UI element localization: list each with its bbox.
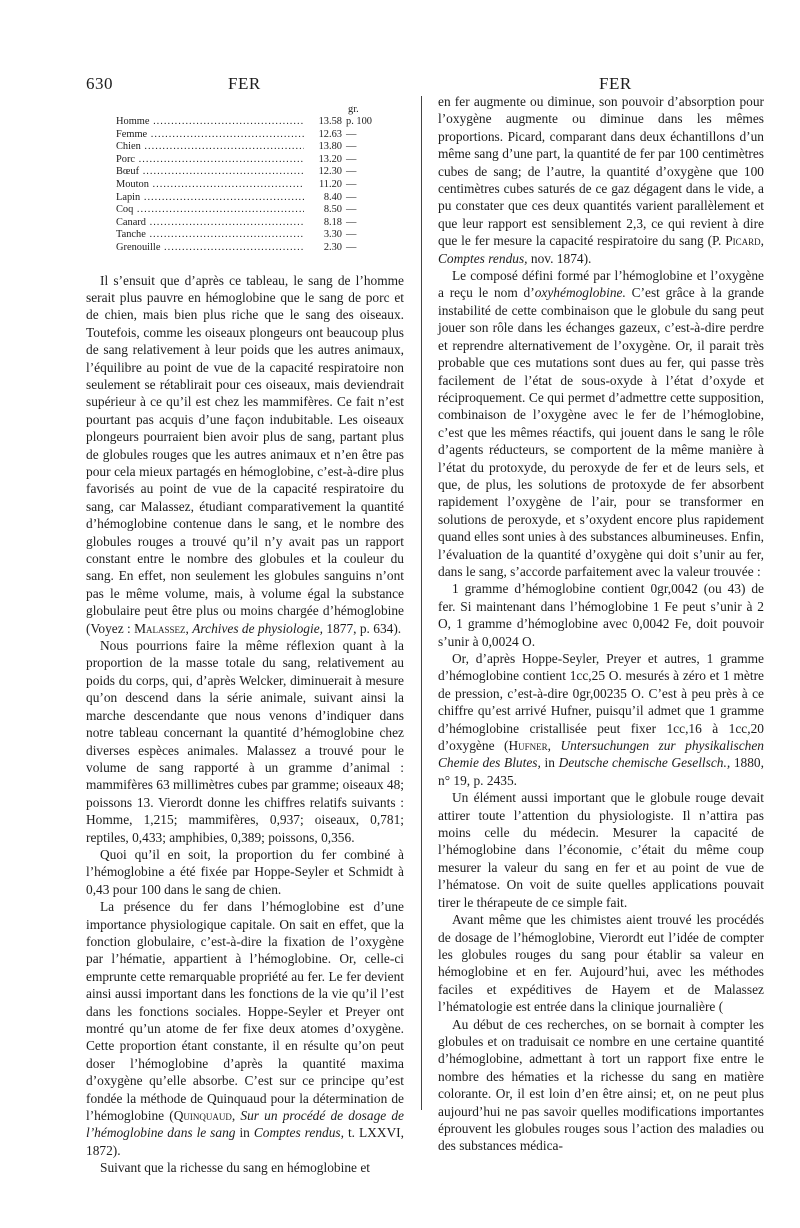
- species-name: Coq .....: [116, 204, 304, 217]
- table-row: [116, 179, 378, 192]
- hemoglobin-value: 8.18: [323, 216, 342, 228]
- paragraph: Un élément aussi important que le globule rouge devait attirer toute l’attention du physiologiste. Il n’attira pas moins celle du médecin. Mesurer la capacité de l’hémoglobine dans l’économie, c’était du même coup mesurer la valeur du sang en fer et au point de vue de l’hématose. On voit de suite quelles applications pouvait tirer le thérapeute de ce simple fait.: [438, 790, 764, 910]
- paragraph-text: en fer augmente ou diminue, son pouvoir d’absorption pour l’oxygène augmente ou diminue dans les mêmes proportions. Picard, comparant dans deux échantillons d’un même sang d’une part, la quantité de fer par 100 centimètres cubes de sang; de l’autre, la quantité d’oxygène que 100 centimètres cubes saturés de ce gaz dégagent dans le vide, a pu constater que ces deux quantités varient parallèlement et que leur rapport est sensiblement 2,3, ce qui revient à dire que le fer mesure la capacité respiratoire du sang (P.: [438, 94, 764, 249]
- citation-title: Archives de physiologie,: [192, 620, 324, 636]
- paragraph: 1 gramme d’hémoglobine contient 0gr,0042 (ou 43) de fer. Si maintenant dans l’hémoglobine 1 Fe peut s’unir à 2 O, 1 gramme d’hémoglobine avec 0,0042 Fe, doit pouvoir s’unir à 0,0024 O.: [438, 581, 764, 649]
- defined-term: oxyhémoglobine.: [534, 285, 626, 301]
- paragraph: [438, 267, 764, 580]
- species-name: Mouton .....: [116, 179, 304, 192]
- citation-in: in: [544, 755, 555, 771]
- hemoglobin-value: 11.20: [319, 178, 342, 190]
- column-rule: [421, 96, 422, 1110]
- paragraph: Au début de ces recherches, on se bornait à compter les globules et on traduisait ce nombre en une certaine quantité d’hémoglobine, admettant à tort un rapport fixe entre le nombre des hématies et la richesse du sang en matière colorante. Or, il est loin d’en être ainsi; et, on ne peut plus aujourd’hui ne pas savoir quelles modifications importantes éprouvent les globules rouges sous l’action des maladies ou des substances médica-: [438, 1016, 764, 1154]
- species-name: Tanche .....: [116, 229, 304, 242]
- table-row: [116, 229, 378, 242]
- paragraph: Avant même que les chimistes aient trouvé les procédés de dosage de l’hémoglobine, Vierordt eut l’idée de compter les globules rouges du sang pour établir sa valeur en hémoglobine et en fer. Aujourd’hui, avec les méthodes faciles et expéditives de Hayem et de Malassez l’hématologie est entrée dans la clinique journalière (: [438, 912, 764, 1015]
- citation-author: Picard,: [725, 233, 764, 249]
- citation-author: Malassez,: [134, 620, 189, 636]
- species-name: Lapin .....: [116, 192, 304, 205]
- species-name: Chien .....: [116, 141, 304, 154]
- species-name: Bœuf .....: [116, 166, 304, 179]
- running-head-left: FER: [228, 74, 261, 93]
- citation-journal: Deutsche chemische Gesellsch.,: [558, 755, 731, 771]
- paragraph-text: La présence du fer dans l’hémoglobine est d’une importance physiologique capitale. On sait en effet, que la fonction globulaire, c’est-à-dire la fixation de l’oxygène par l’hématie, appartient à l’hémoglobine. Or, celle-ci emprunte cette remarquable propriété au fer. Le fer devient ainsi aussi important dans les fonctions de la vie qu’il l’est dans les fonctions sociales. Hoppe-Seyler et Preyer ont montré qu’un atome de fer fixe deux atomes d’oxygène. Cette proportion étant constante, il en résulte qu’on peut doser l’hémoglobine d’après la quantité maxima d’oxygène qu’elle absorbe. C’est sur ce principe qu’est fondée la méthode de Quinquaud pour la détermination de l’hémoglobine (: [86, 899, 404, 1124]
- species-name: Grenouille .....: [116, 242, 304, 255]
- citation-title: Comptes rendus,: [438, 250, 528, 266]
- hemoglobin-value: 12.30: [318, 166, 342, 178]
- running-head-right: FER: [599, 74, 632, 93]
- table-row: [116, 154, 378, 167]
- hemoglobin-value: 8.40: [323, 191, 342, 203]
- paragraph-text: Or, d’après Hoppe-Seyler, Preyer et autres, 1 gramme d’hémoglobine contient 1cc,25 O. mesurés à zéro et 1 mètre de pression, c’est-à-dire 0gr,00235 O. C’est à peu près à ce chiffre qu’est arrivé Hufner, puisqu’il admet que 1 gramme d’hémoglobine cristallisée peut fixer 1cc,16 à 1cc,20 d’oxygène (: [438, 651, 764, 754]
- paragraph-text: Il s’ensuit que d’après ce tableau, le sang de l’homme serait plus pauvre en hémoglobine que le sang de porc et de chien, mais bien plus riche que le sang des oiseaux. Toutefois, comme les oiseaux plongeurs ont beaucoup plus de sang relativement à leur poids que les autres animaux, l’équilibre au point de vue de la capacité respiratoire non seulement se rétablirait pour ces oiseaux, mais deviendrait supérieur à ce qu’il est chez les mammifères. Ce fait n’est pourtant pas acquis d’une façon indubitable. Les oiseaux plongeurs pourraient bien avoir plus de sang, partant plus de globules rouges que les autres animaux et n’en être pas pour cela mieux partagés en hémoglobine, c’est-à-dire plus favorisés au point de vue de la capacité respiratoire du sang, car Malassez, étudiant comparativement la quantité d’hémoglobine contenue dans le sang, et le nombre des globules rouges a trouvé qu’il n’y avait pas un rapport constant entre le nombre des globules et la couleur du sang. En effet, non seulement les globules sanguins n’ont pas le même volume, mais, à volume égal la substance globulaire peut être plus ou moins chargée d’hémoglobine (Voyez :: [86, 272, 404, 636]
- hemoglobin-table: [116, 104, 378, 255]
- table-row: [116, 242, 378, 255]
- citation-title: Sur un procédé de dosage de l’hémoglobine dans le sang: [86, 1108, 404, 1141]
- hemoglobin-value: 13.80: [318, 141, 342, 153]
- table-row: [116, 217, 378, 230]
- citation-author: Hufner,: [508, 738, 552, 754]
- citation-details: 1877, p. 634).: [326, 620, 402, 636]
- paragraph: [86, 272, 404, 638]
- citation-title: Untersuchungen zur physikalischen Chemie des Blutes,: [438, 738, 764, 771]
- table-row: [116, 204, 378, 217]
- paragraph: Quoi qu’il en soit, la proportion du fer combiné à l’hémoglobine a été fixée par Hoppe-Seyler et Schmidt à 0,43 pour 100 dans le sang de chien.: [86, 846, 404, 897]
- hemoglobin-value: 8.50: [323, 204, 342, 216]
- paragraph: [438, 650, 764, 789]
- paragraph: Suivant que la richesse du sang en hémoglobine et: [100, 1160, 370, 1176]
- value-suffix: —: [346, 191, 357, 203]
- value-suffix: —: [346, 178, 357, 190]
- species-name: Porc .....: [116, 154, 304, 167]
- hemoglobin-value: 13.58: [318, 116, 342, 127]
- value-suffix: —: [346, 241, 357, 253]
- value-suffix: —: [346, 128, 357, 140]
- page-number: 630: [86, 74, 113, 93]
- species-name: Canard .....: [116, 217, 304, 230]
- table-rows: [116, 116, 378, 255]
- species-name: Homme .....: [116, 116, 304, 129]
- hemoglobin-value: 12.63: [318, 128, 342, 140]
- value-suffix: —: [346, 216, 357, 228]
- value-suffix: p. 100: [346, 116, 372, 127]
- value-suffix: —: [346, 166, 357, 178]
- citation-journal: Comptes rendus,: [253, 1125, 344, 1141]
- table-unit: gr.: [348, 104, 359, 115]
- citation-author: Quinquaud,: [173, 1108, 236, 1124]
- paragraph: [438, 93, 764, 267]
- table-row: [116, 141, 378, 154]
- citation-details: nov. 1874).: [530, 250, 592, 266]
- citation-details: 1880, n° 19, p. 2435.: [438, 755, 764, 788]
- paragraph: [86, 898, 404, 1159]
- table-row: [116, 166, 378, 179]
- citation-details: t. LXXVI, 1872).: [86, 1125, 404, 1158]
- table-row: [116, 192, 378, 205]
- value-suffix: —: [346, 229, 357, 241]
- citation-in: in: [239, 1125, 250, 1141]
- value-suffix: —: [346, 204, 357, 216]
- paragraph-text: C’est grâce à la grande instabilité de cette combinaison que le globule du sang peut jouer son rôle dans les échanges gazeux, c’est-à-dire perdre et reprendre alternativement de l’oxygène. Or, il parait très probable que ces mutations sont dues au fer, qui passe très facilement de l’état de sous-oxyde à l’état d’oxyde et réciproquement. Ce qui permet d’admettre cette supposition, combinaison de l’oxygène avec le fer de l’hémoglobine, c’est que les mêmes réactifs, qui jouent dans le sang le rôle d’agents réducteurs, se comportent de la même manière à l’état du protoxyde, du peroxyde de fer et de leurs sels, et que, de plus, les solutions de protoxyde de fer absorbent rapidement l’oxygène de l’air, pour se transformer en solutions de peroxyde, et s’oxydent encore plus rapidement quand elles sont unies à des substances albumineuses. Enfin, l’évaluation de la quantité d’oxygène qui doit s’unir au fer, dans le sang, s’accorde parfaitement avec la valeur trouvée :: [438, 285, 764, 579]
- hemoglobin-value: 3.30: [323, 229, 342, 241]
- hemoglobin-value: 13.20: [318, 153, 342, 165]
- paragraph-text: Le composé défini formé par l’hémoglobine et l’oxygène a reçu le nom d’: [438, 268, 764, 301]
- value-suffix: —: [346, 141, 357, 153]
- species-name: Femme .....: [116, 129, 304, 142]
- hemoglobin-value: 2.30: [323, 241, 342, 253]
- table-row: [116, 116, 378, 129]
- left-column: [86, 104, 404, 1177]
- table-row: [116, 129, 378, 142]
- paragraph: Nous pourrions faire la même réflexion quant à la proportion de la masse totale du sang, relativement au poids du corps, qui, d’après Welcker, diminuerait à mesure qu’on descend dans la série animale, suivant ainsi la marche descendante que nous venons d’indiquer dans notre tableau concernant la quantité d’hémoglobine chez diverses espèces animales. Malassez a trouvé pour le volume de sang rapporté à un gramme d’animal : mammifères 63 millimètres cubes par gramme; oiseaux 48; poissons 13. Vierordt donne les chiffres relatifs suivants : Homme, 1,215; mammifères, 0,937; oiseaux, 0,781; reptiles, 0,433; amphibies, 0,389; poissons, 0,356.: [86, 638, 404, 845]
- value-suffix: —: [346, 153, 357, 165]
- right-column: [438, 93, 764, 1155]
